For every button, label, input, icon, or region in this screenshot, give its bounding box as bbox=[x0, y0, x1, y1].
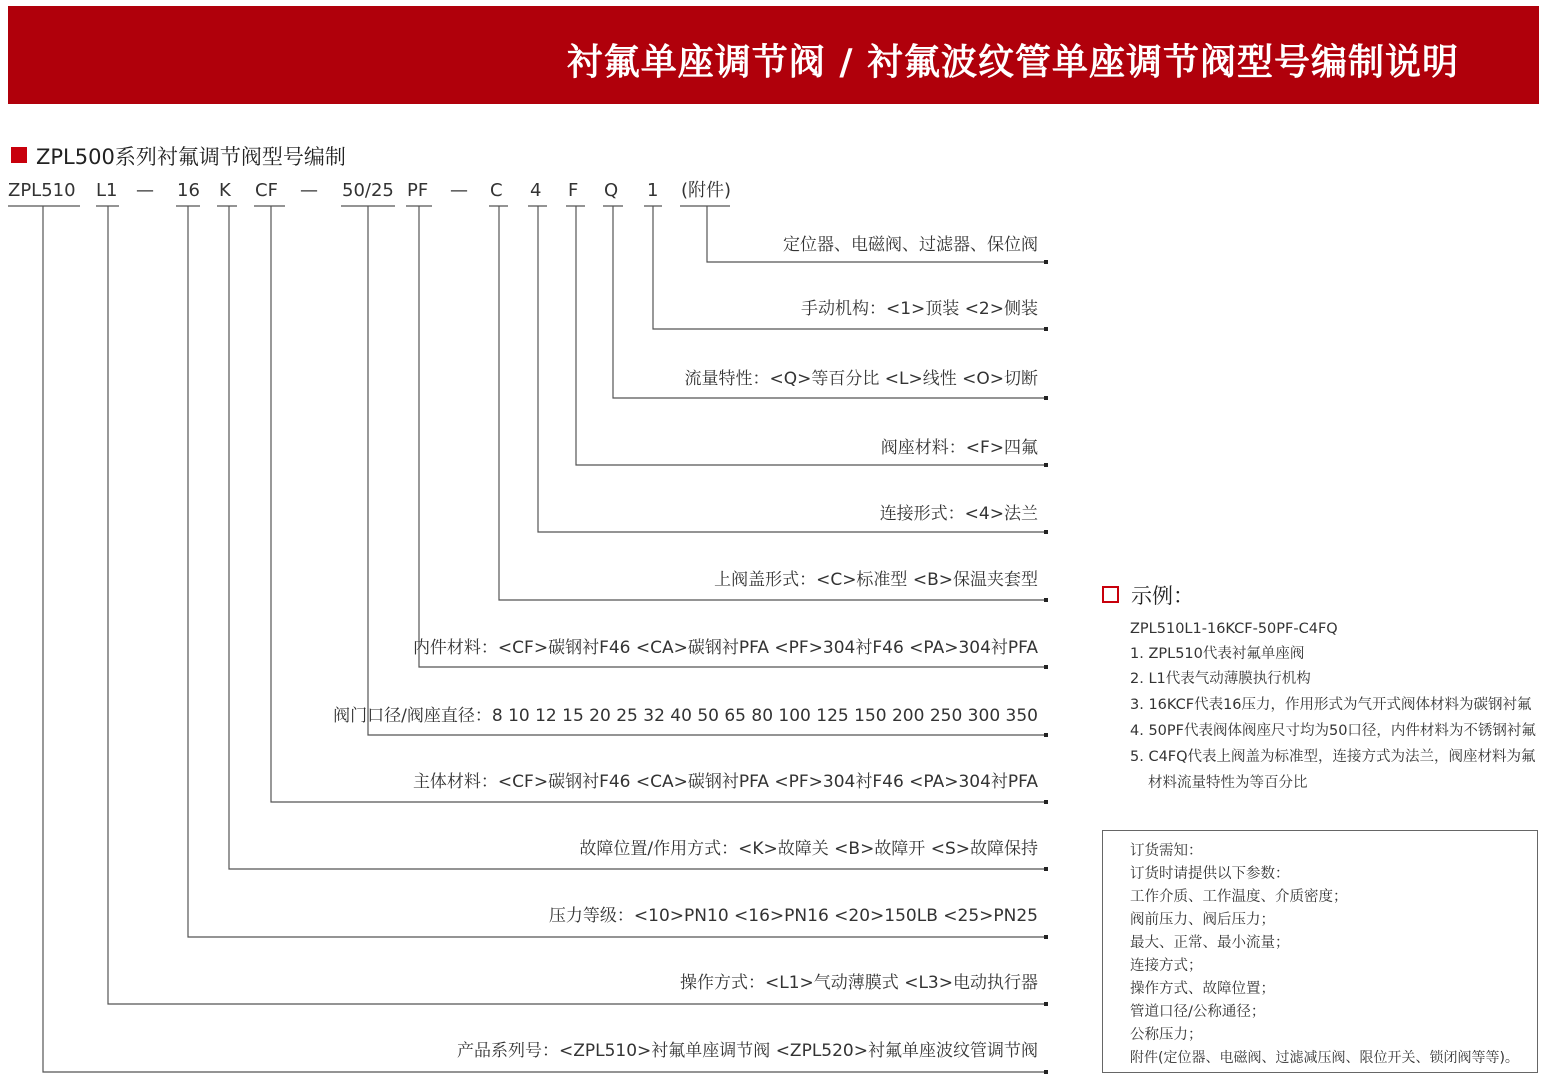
desc-operation: 操作方式：<L1>气动薄膜式 <L3>电动执行器 bbox=[680, 973, 1038, 993]
order-info-line: 连接方式； bbox=[1130, 958, 1203, 974]
desc-diameter: 阀门口径/阀座直径：8 10 12 15 20 25 32 40 50 65 80 100 125 150 200 250 300 350 bbox=[333, 706, 1038, 726]
code-trim-material: PF bbox=[407, 180, 429, 201]
example-note: 2. L1代表气动薄膜执行机构 bbox=[1130, 671, 1311, 687]
code-bonnet: C bbox=[490, 180, 503, 201]
example-marker-icon bbox=[1102, 586, 1119, 603]
order-info-line: 公称压力； bbox=[1130, 1027, 1203, 1043]
desc-fault: 故障位置/作用方式：<K>故障关 <B>故障开 <S>故障保持 bbox=[579, 839, 1038, 859]
desc-pressure: 压力等级：<10>PN10 <16>PN16 <20>150LB <25>PN25 bbox=[548, 906, 1038, 926]
desc-manual: 手动机构：<1>顶装 <2>侧装 bbox=[800, 299, 1038, 319]
order-info-line: 订货时请提供以下参数： bbox=[1130, 866, 1290, 882]
code-dash: — bbox=[450, 180, 468, 201]
example-note: 3. 16KCF代表16压力，作用形式为气开式阀体材料为碳钢衬氟 bbox=[1130, 697, 1532, 713]
code-pressure: 16 bbox=[177, 180, 200, 201]
code-flow: Q bbox=[604, 180, 619, 201]
code-dash: — bbox=[300, 180, 318, 201]
page-title: 衬氟单座调节阀 / 衬氟波纹管单座调节阀型号编制说明 bbox=[566, 42, 1459, 83]
order-info-line: 操作方式、故障位置； bbox=[1130, 981, 1275, 997]
order-info-line: 附件(定位器、电磁阀、过滤减压阀、限位开关、锁闭阀等等)。 bbox=[1130, 1050, 1519, 1066]
code-dash: — bbox=[136, 180, 154, 201]
example-title: 示例： bbox=[1131, 584, 1194, 608]
order-info-line: 最大、正常、最小流量； bbox=[1130, 935, 1290, 951]
example-note: 1. ZPL510代表衬氟单座阀 bbox=[1130, 646, 1305, 662]
desc-flow: 流量特性：<Q>等百分比 <L>线性 <O>切断 bbox=[684, 369, 1038, 389]
code-operation: L1 bbox=[96, 180, 118, 201]
code-body-material: CF bbox=[255, 180, 278, 201]
example-note: 4. 50PF代表阀体阀座尺寸均为50口径，内件材料为不锈钢衬氟 bbox=[1130, 723, 1536, 739]
code-seat-material: F bbox=[568, 180, 579, 201]
code-diameter: 50/25 bbox=[342, 180, 394, 201]
order-info-line: 阀前压力、阀后压力； bbox=[1130, 912, 1275, 928]
order-info-line: 订货需知： bbox=[1130, 843, 1203, 859]
code-manual: 1 bbox=[647, 180, 659, 201]
desc-connection: 连接形式：<4>法兰 bbox=[879, 504, 1038, 524]
code-fault: K bbox=[219, 180, 231, 201]
order-info-line: 工作介质、工作温度、介质密度； bbox=[1130, 889, 1348, 905]
example-note: 5. C4FQ代表上阀盖为标准型，连接方式为法兰，阀座材料为氟 bbox=[1130, 749, 1536, 765]
example-note: 材料流量特性为等百分比 bbox=[1148, 775, 1308, 791]
desc-seat-material: 阀座材料：<F>四氟 bbox=[880, 438, 1038, 458]
desc-bonnet: 上阀盖形式：<C>标准型 <B>保温夹套型 bbox=[714, 570, 1038, 590]
code-accessory: (附件) bbox=[681, 180, 732, 201]
section-title: ZPL500系列衬氟调节阀型号编制 bbox=[36, 145, 346, 169]
desc-trim-material: 内件材料：<CF>碳钢衬F46 <CA>碳钢衬PFA <PF>304衬F46 <PA>304衬PFA bbox=[412, 638, 1038, 658]
desc-accessory: 定位器、电磁阀、过滤器、保位阀 bbox=[783, 235, 1038, 255]
code-series: ZPL510 bbox=[8, 180, 76, 201]
code-connection: 4 bbox=[530, 180, 542, 201]
desc-series: 产品系列号：<ZPL510>衬氟单座调节阀 <ZPL520>衬氟单座波纹管调节阀 bbox=[456, 1041, 1038, 1061]
desc-body-material: 主体材料：<CF>碳钢衬F46 <CA>碳钢衬PFA <PF>304衬F46 <PA>304衬PFA bbox=[412, 772, 1038, 792]
order-info-line: 管道口径/公称通径； bbox=[1130, 1004, 1266, 1020]
example-code: ZPL510L1-16KCF-50PF-C4FQ bbox=[1130, 621, 1338, 637]
